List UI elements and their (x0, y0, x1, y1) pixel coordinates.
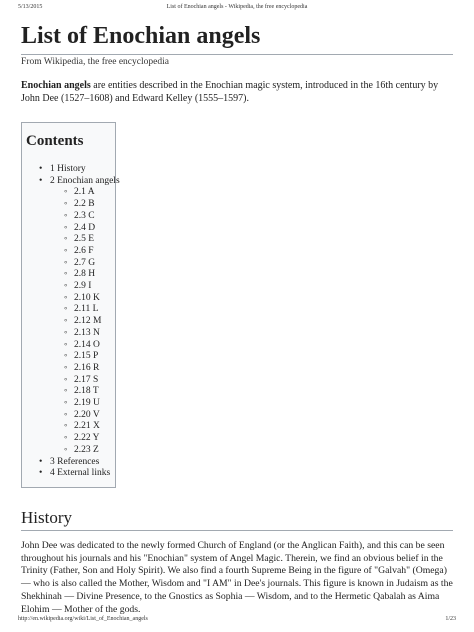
toc-item[interactable]: • 1 History (26, 164, 109, 176)
toc-item[interactable]: ◦ 2.20 V (26, 410, 109, 422)
toc-item[interactable]: ◦ 2.22 Y (26, 433, 109, 445)
toc-item[interactable]: ◦ 2.17 S (26, 375, 109, 387)
toc-item[interactable]: ◦ 2.16 R (26, 363, 109, 375)
toc-title: Contents (26, 133, 84, 149)
toc-item[interactable]: ◦ 2.7 G (26, 258, 109, 270)
toc-item[interactable]: ◦ 2.15 P (26, 351, 109, 363)
section-heading-history: History (21, 508, 453, 531)
intro-term[interactable]: Enochian angels (21, 80, 91, 91)
toc-item[interactable]: • 4 External links (26, 468, 109, 480)
toc-item[interactable]: ◦ 2.13 N (26, 328, 109, 340)
intro-paragraph (21, 79, 453, 105)
toc-item[interactable]: • 2 Enochian angels (26, 176, 109, 188)
toc-item[interactable]: ◦ 2.14 O (26, 340, 109, 352)
toc-item[interactable]: ◦ 2.8 H (26, 269, 109, 281)
toc-item[interactable]: ◦ 2.19 U (26, 398, 109, 410)
print-page-title: List of Enochian angels - Wikipedia, the free encyclopedia (166, 4, 308, 10)
toc-item[interactable]: ◦ 2.6 F (26, 246, 109, 258)
toc-list (26, 164, 120, 480)
history-paragraph: John Dee was dedicated to the newly formed Church of England (or the Anglican Faith), and this can be seen throughout his journals and his "Enochian" system of Angel Magic. Therein, we find an obvious belief in the Trinity (Father, Son and Holy Spirit). We also find a fourth Supreme Being in the figure of "Galvah" (Omega) — who is also called the Mother, Wisdom and "I AM" in Dee's journals. This figure is known in Judaism as the Shekhinah — Divine Presence, to the Gnostics as Sophia — Wisdom, and to the Hermetic Qabalah as Aima Elohim — Mother of the gods. (21, 539, 453, 615)
toc-item[interactable]: • 3 References (26, 457, 109, 469)
intro-text: are entities described in the Enochian magic system, introduced in the 16th century by John Dee (1527–1608) and Edward Kelley (1555–1597). (21, 80, 439, 104)
toc-item[interactable]: ◦ 2.11 L (26, 304, 109, 316)
page-number: 1/23 (445, 616, 456, 622)
toc-item[interactable]: ◦ 2.10 K (26, 293, 109, 305)
toc-item[interactable]: ◦ 2.5 E (26, 234, 109, 246)
toc-item[interactable]: ◦ 2.3 C (26, 211, 109, 223)
toc-item[interactable]: ◦ 2.4 D (26, 223, 109, 235)
toc-item[interactable]: ◦ 2.12 M (26, 316, 109, 328)
toc-item[interactable]: ◦ 2.1 A (26, 187, 109, 199)
table-of-contents (21, 122, 120, 488)
print-header (18, 4, 456, 14)
toc-item[interactable]: ◦ 2.21 X (26, 421, 109, 433)
print-url: http://en.wikipedia.org/wiki/List_of_Enochian_angels (18, 616, 148, 622)
toc-item[interactable]: ◦ 2.9 I (26, 281, 109, 293)
toc-item[interactable]: ◦ 2.2 B (26, 199, 109, 211)
toc-item[interactable]: ◦ 2.18 T (26, 386, 109, 398)
toc-item[interactable]: ◦ 2.23 Z (26, 445, 109, 457)
print-date: 5/13/2015 (18, 4, 43, 10)
article-title: List of Enochian angels (21, 20, 453, 55)
print-footer (18, 616, 456, 626)
article-content (21, 20, 453, 616)
article-subtitle: From Wikipedia, the free encyclopedia (21, 57, 169, 67)
